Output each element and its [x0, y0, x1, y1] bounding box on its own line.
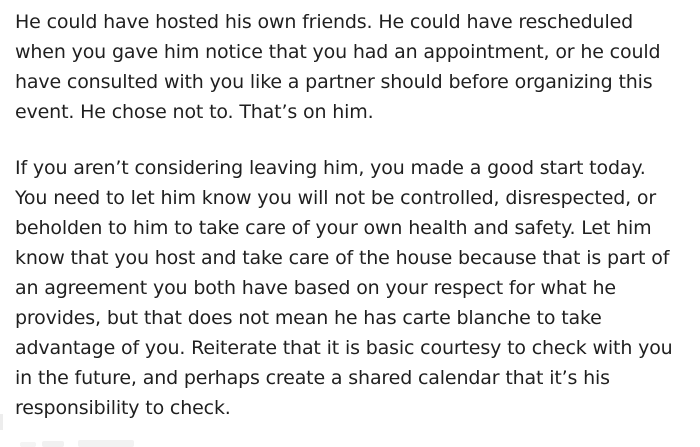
text-line: beholden to him to take care of your own health and safety. Let him: [15, 217, 652, 239]
text-line: If you aren’t considering leaving him, you made a good start today.: [15, 157, 646, 179]
cutoff-content-remnant: [78, 440, 134, 447]
text-line: when you gave him notice that you had an appointment, or he could: [15, 41, 661, 63]
comment-paragraph-2: [15, 153, 688, 423]
text-line: provides, but that does not mean he has carte blanche to take: [15, 307, 602, 329]
text-line: an agreement you both have based on your respect for what he: [15, 277, 616, 299]
cutoff-content-remnant: [0, 414, 3, 430]
text-line: advantage of you. Reiterate that it is basic courtesy to check with you: [15, 337, 673, 359]
comment-paragraph-1: [15, 7, 688, 127]
cutoff-content-remnant: [20, 442, 36, 447]
text-line: responsibility to check.: [15, 397, 231, 419]
text-line: in the future, and perhaps create a shared calendar that it’s his: [15, 367, 610, 389]
text-line: You need to let him know you will not be controlled, disrespected, or: [15, 187, 657, 209]
text-line: have consulted with you like a partner should before organizing this: [15, 71, 653, 93]
text-line: event. He chose not to. That’s on him.: [15, 101, 374, 123]
text-line: He could have hosted his own friends. He could have rescheduled: [15, 11, 634, 33]
cutoff-content-remnant: [42, 441, 64, 447]
text-line: know that you host and take care of the house because that is part of: [15, 247, 670, 269]
